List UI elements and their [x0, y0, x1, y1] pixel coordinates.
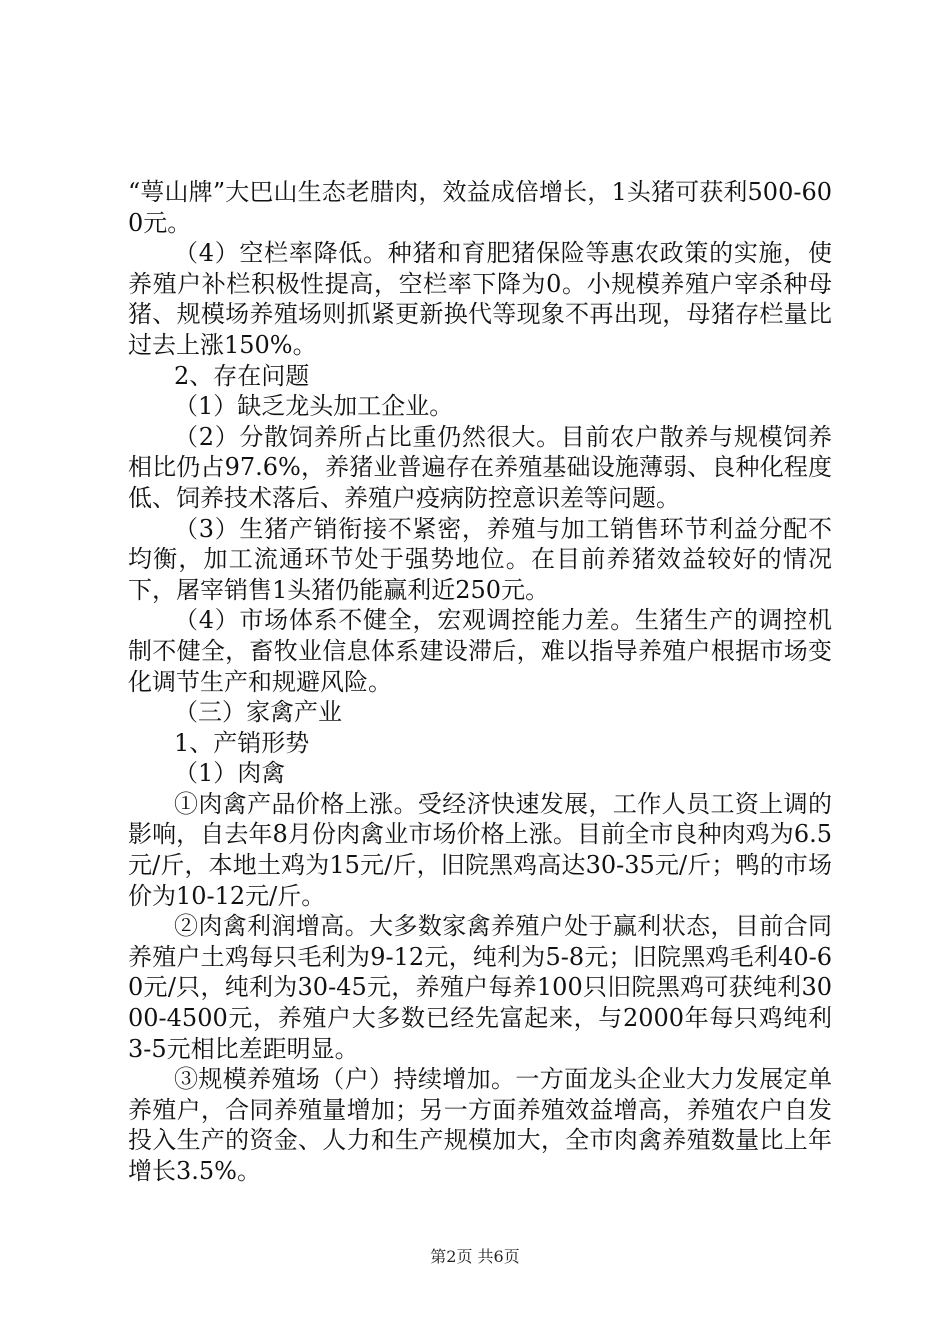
- section-heading: 2、存在问题: [174, 361, 310, 390]
- paragraph: ②肉禽利润增高。大多数家禽养殖户处于赢利状态，目前合同养殖户土鸡每只毛利为9-12元，纯利为5-8元；旧院黑鸡毛利40-60元/只，纯利为30-45元，养殖户每养100只旧院黑鸡可获纯利3000-4500元，养殖户大多数已经先富起来，与2000年每只鸡纯利3-5元相比差距明显。: [128, 912, 832, 1063]
- paragraph: ③规模养殖场（户）持续增加。一方面龙头企业大力发展定单养殖户，合同养殖量增加；另一方面养殖效益增高，养殖农户自发投入生产的资金、人力和生产规模加大，全市肉禽养殖数量比上年增长3.5%。: [128, 1065, 832, 1185]
- paragraph: （4）市场体系不健全，宏观调控能力差。生猪生产的调控机制不健全，畜牧业信息体系建设滞后，难以指导养殖户根据市场变化调节生产和规避风险。: [128, 606, 832, 696]
- paragraph: “萼山牌”大巴山生态老腊肉，效益成倍增长，1头猪可获利500-600元。: [128, 178, 832, 237]
- paragraph: （2）分散饲养所占比重仍然很大。目前农户散养与规模饲养相比仍占97.6%，养猪业普遍存在养殖基础设施薄弱、良种化程度低、饲养技术落后、养殖户疫病防控意识差等问题。: [128, 422, 832, 512]
- document-body: [128, 177, 832, 1187]
- page-number-footer: 第2页 共6页: [430, 1247, 520, 1266]
- section-heading: （1）肉禽: [174, 759, 286, 788]
- paragraph: （1）缺乏龙头加工企业。: [174, 392, 454, 421]
- section-heading: （三）家禽产业: [174, 698, 342, 727]
- paragraph: ①肉禽产品价格上涨。受经济快速发展，工作人员工资上调的影响，自去年8月份肉禽业市场价格上涨。目前全市良种肉鸡为6.5元/斤，本地土鸡为15元/斤，旧院黑鸡高达30-35元/斤；鸭的市场价为10-12元/斤。: [128, 789, 832, 910]
- paragraph: （4）空栏率降低。种猪和育肥猪保险等惠农政策的实施，使养殖户补栏积极性提高，空栏率下降为0。小规模养殖户宰杀种母猪、规模场养殖场则抓紧更新换代等现象不再出现，母猪存栏量比过去上涨150%。: [128, 239, 832, 359]
- paragraph: （3）生猪产销衔接不紧密，养殖与加工销售环节利益分配不均衡，加工流通环节处于强势地位。在目前养猪效益较好的情况下，屠宰销售1头猪仍能赢利近250元。: [128, 514, 832, 604]
- section-heading: 1、产销形势: [174, 728, 310, 757]
